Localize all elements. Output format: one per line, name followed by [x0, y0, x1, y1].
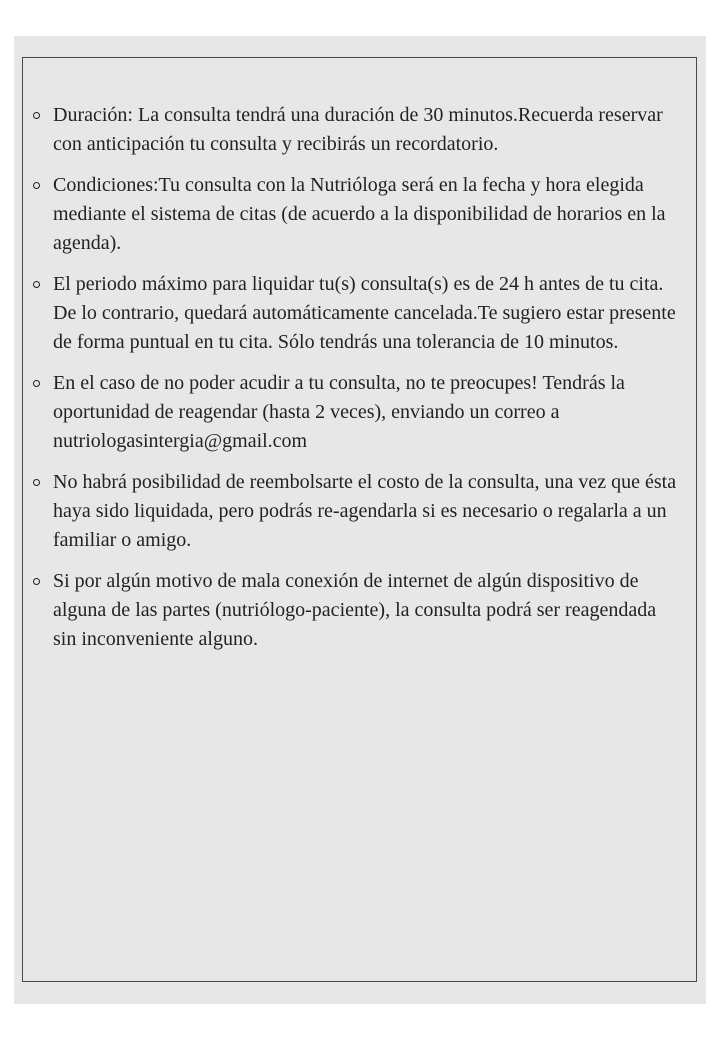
hollow-bullet-icon — [33, 479, 40, 486]
terms-box — [22, 57, 697, 982]
term-item-duration — [23, 101, 696, 159]
term-item-payment-period — [23, 270, 696, 357]
hollow-bullet-icon — [33, 281, 40, 288]
term-item-conditions — [23, 171, 696, 258]
hollow-bullet-icon — [33, 578, 40, 585]
term-text-reschedule: En el caso de no poder acudir a tu consulta, no te preocupes! Tendrás la oportunidad de reagendar (hasta 2 veces), enviando un correo a nutriologasintergia@gmail.com — [53, 372, 625, 452]
term-text-connection: Si por algún motivo de mala conexión de internet de algún dispositivo de alguna de las partes (nutriólogo-paciente), la consulta podrá ser reagendada sin inconveniente alguno. — [53, 570, 657, 650]
term-item-refund — [23, 468, 696, 555]
term-item-connection — [23, 567, 696, 654]
hollow-bullet-icon — [33, 182, 40, 189]
term-item-reschedule — [23, 369, 696, 456]
term-text-refund: No habrá posibilidad de reembolsarte el costo de la consulta, una vez que ésta haya sido liquidada, pero podrás re-agendarla si es necesario o regalarla a un familiar o amigo. — [53, 471, 677, 551]
term-text-conditions: Condiciones:Tu consulta con la Nutrióloga será en la fecha y hora elegida mediante el sistema de citas (de acuerdo a la disponibilidad de horarios en la agenda). — [53, 174, 666, 254]
hollow-bullet-icon — [33, 112, 40, 119]
term-text-payment-period: El periodo máximo para liquidar tu(s) consulta(s) es de 24 h antes de tu cita. De lo contrario, quedará automáticamente cancelada.Te sugiero estar presente de forma puntual en tu cita. Sólo tendrás una tolerancia de 10 minutos. — [53, 273, 676, 353]
terms-list — [23, 72, 696, 666]
term-text-duration: Duración: La consulta tendrá una duración de 30 minutos.Recuerda reservar con anticipación tu consulta y recibirás un recordatorio. — [53, 104, 663, 155]
hollow-bullet-icon — [33, 380, 40, 387]
